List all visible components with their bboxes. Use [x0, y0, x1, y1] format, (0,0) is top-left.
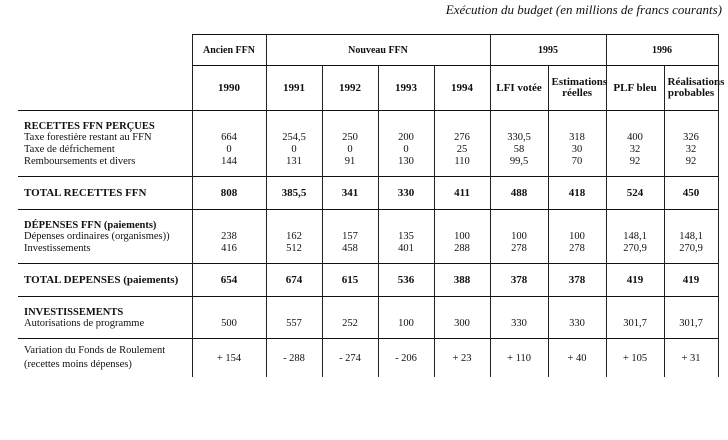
- section-header-recettes: [18, 111, 718, 133]
- row-label: [18, 231, 192, 243]
- table-cell: 458: [322, 243, 378, 264]
- table-cell: 100: [378, 318, 434, 339]
- table-cell: 99,5: [490, 156, 548, 177]
- table-cell: 0: [322, 144, 378, 156]
- table-cell: 401: [378, 243, 434, 264]
- table-cell: 278: [490, 243, 548, 264]
- table-cell: 148,1: [606, 231, 664, 243]
- row-label: [18, 264, 192, 297]
- table-cell: 110: [434, 156, 490, 177]
- row-label: [18, 132, 192, 144]
- table-cell: 400: [606, 132, 664, 144]
- table-cell: 0: [378, 144, 434, 156]
- row-label-text: Dépenses ordinaires (organismes)): [24, 231, 170, 242]
- col-header-plf-bleu: PLF bleu: [606, 66, 664, 111]
- table-cell: 557: [266, 318, 322, 339]
- year-header-row: [18, 66, 718, 111]
- table-cell: 130: [378, 156, 434, 177]
- col-header-1993: 1993: [378, 66, 434, 111]
- table-row: [18, 243, 718, 264]
- table-row: [18, 318, 718, 339]
- section-header-depenses: [18, 210, 718, 232]
- table-cell: + 23: [434, 339, 490, 378]
- table-cell: 0: [266, 144, 322, 156]
- row-label-text: Taxe de défrichement: [24, 144, 115, 155]
- table-cell: + 110: [490, 339, 548, 378]
- table-cell: 615: [322, 264, 378, 297]
- group-nouveau-ffn: Nouveau FFN: [266, 35, 490, 66]
- col-header-1992: 1992: [322, 66, 378, 111]
- table-cell: 330: [378, 177, 434, 210]
- group-ancien-ffn: Ancien FFN: [192, 35, 266, 66]
- table-cell: 157: [322, 231, 378, 243]
- table-cell: - 206: [378, 339, 434, 378]
- table-cell: 200: [378, 132, 434, 144]
- row-label-text: Remboursements et divers: [24, 156, 136, 167]
- table-cell: 252: [322, 318, 378, 339]
- table-cell: - 274: [322, 339, 378, 378]
- table-cell: 144: [192, 156, 266, 177]
- table-cell: 70: [548, 156, 606, 177]
- table-cell: 100: [490, 231, 548, 243]
- table-cell: 276: [434, 132, 490, 144]
- table-cell: 270,9: [606, 243, 664, 264]
- col-header-estimations-reelles: Estimations réelles: [548, 66, 606, 111]
- table-cell: 419: [664, 264, 718, 297]
- table-cell: 148,1: [664, 231, 718, 243]
- table-cell: 418: [548, 177, 606, 210]
- table-cell: 318: [548, 132, 606, 144]
- table-cell: 301,7: [606, 318, 664, 339]
- table-cell: 92: [606, 156, 664, 177]
- group-1995: 1995: [490, 35, 606, 66]
- table-cell: 378: [548, 264, 606, 297]
- table-cell: 0: [192, 144, 266, 156]
- table-cell: 536: [378, 264, 434, 297]
- year-blank: [18, 66, 192, 111]
- row-label-text: Investissements: [24, 243, 91, 254]
- table-cell: 91: [322, 156, 378, 177]
- table-cell: 32: [664, 144, 718, 156]
- table-cell: - 288: [266, 339, 322, 378]
- table-cell: 278: [548, 243, 606, 264]
- table-cell: 301,7: [664, 318, 718, 339]
- row-label: [18, 243, 192, 264]
- row-label: [18, 318, 192, 339]
- table-cell: 388: [434, 264, 490, 297]
- table-cell: + 40: [548, 339, 606, 378]
- table-cell: + 154: [192, 339, 266, 378]
- table-cell: 25: [434, 144, 490, 156]
- table-cell: 250: [322, 132, 378, 144]
- table-cell: 330: [548, 318, 606, 339]
- row-label: [18, 156, 192, 177]
- col-header-1994: 1994: [434, 66, 490, 111]
- table-cell: + 31: [664, 339, 718, 378]
- col-header-1990: 1990: [192, 66, 266, 111]
- table-cell: 654: [192, 264, 266, 297]
- table-cell: 254,5: [266, 132, 322, 144]
- table-cell: 100: [548, 231, 606, 243]
- section-title-investissements: INVESTISSEMENTS: [18, 297, 192, 319]
- table-cell: 450: [664, 177, 718, 210]
- table-caption: Exécution du budget (en millions de francs courants): [445, 2, 722, 17]
- row-label-text: Autorisations de programme: [24, 318, 145, 329]
- table-row: [18, 132, 718, 144]
- table-cell: 135: [378, 231, 434, 243]
- table-cell: 385,5: [266, 177, 322, 210]
- total-row-recettes: [18, 177, 718, 210]
- row-label-subtext: (recettes moins dépenses): [24, 359, 132, 370]
- table-cell: 58: [490, 144, 548, 156]
- col-header-1991: 1991: [266, 66, 322, 111]
- table-cell: 512: [266, 243, 322, 264]
- table-cell: 341: [322, 177, 378, 210]
- row-label: [18, 339, 192, 378]
- table-cell: 808: [192, 177, 266, 210]
- row-label: [18, 144, 192, 156]
- table-cell: 162: [266, 231, 322, 243]
- row-label-text: Variation du Fonds de Roulement: [24, 345, 166, 356]
- row-label-text: TOTAL DEPENSES (paiements): [24, 274, 179, 286]
- table-cell: 416: [192, 243, 266, 264]
- table-cell: 270,9: [664, 243, 718, 264]
- section-title-recettes: RECETTES FFN PERÇUES: [18, 111, 192, 133]
- section-header-investissements: [18, 297, 718, 319]
- table-cell: 92: [664, 156, 718, 177]
- col-header-realisations-probables: Réalisations probables: [664, 66, 718, 111]
- table-cell: 100: [434, 231, 490, 243]
- table-cell: 32: [606, 144, 664, 156]
- table-cell: 524: [606, 177, 664, 210]
- table-row: [18, 144, 718, 156]
- table-cell: 330,5: [490, 132, 548, 144]
- table-row: [18, 156, 718, 177]
- table-cell: 300: [434, 318, 490, 339]
- table-cell: 674: [266, 264, 322, 297]
- table-cell: 330: [490, 318, 548, 339]
- table-cell: 488: [490, 177, 548, 210]
- table-cell: + 105: [606, 339, 664, 378]
- budget-table: [18, 34, 725, 377]
- section-title-depenses: DÉPENSES FFN (paiements): [18, 210, 192, 232]
- table-cell: 238: [192, 231, 266, 243]
- table-cell: 411: [434, 177, 490, 210]
- table-cell: 664: [192, 132, 266, 144]
- table-cell: 500: [192, 318, 266, 339]
- row-label-text: Taxe forestière restant au FFN: [24, 132, 152, 143]
- group-header-row: [18, 35, 718, 66]
- table-cell: 131: [266, 156, 322, 177]
- group-1996: 1996: [606, 35, 718, 66]
- table-cell: 378: [490, 264, 548, 297]
- header-blank: [18, 35, 192, 66]
- row-label: [18, 177, 192, 210]
- table-cell: 30: [548, 144, 606, 156]
- table-cell: 288: [434, 243, 490, 264]
- table-row: [18, 231, 718, 243]
- total-row-depenses: [18, 264, 718, 297]
- table-cell: 419: [606, 264, 664, 297]
- col-header-lfi-votee: LFI votée: [490, 66, 548, 111]
- table-cell: 326: [664, 132, 718, 144]
- row-label-text: TOTAL RECETTES FFN: [24, 187, 147, 199]
- variation-row: [18, 339, 718, 378]
